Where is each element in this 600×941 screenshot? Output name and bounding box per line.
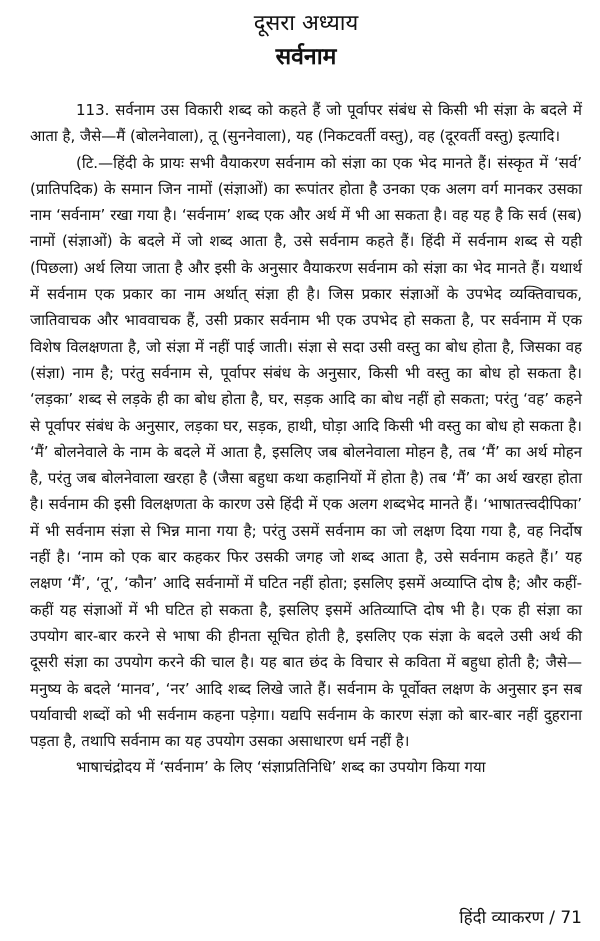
chapter-title: सर्वनाम [275, 44, 337, 70]
paragraph: भाषाचंद्रोदय में ‘सर्वनाम’ के लिए ‘संज्ञाप्रतिनिधि’ शब्द का उपयोग किया गया [76, 758, 486, 777]
chapter-label: दूसरा अध्याय [253, 11, 359, 36]
paragraph: 113. सर्वनाम उस विकारी शब्द को कहते हैं जो पूर्वापर संबंध से किसी भी संज्ञा के बदले में आता है, जैसे—मैं (बोलनेवाला), तू (सुननेवाला), यह (निकटवर्ती वस्तु), वह (दूरवर्ती वस्तु) इत्यादि। [30, 101, 582, 146]
page-footer: हिंदी व्याकरण / 71 [459, 908, 582, 928]
body-text [30, 97, 582, 781]
book-page [30, 0, 582, 941]
paragraph: (टि.—हिंदी के प्रायः सभी वैयाकरण सर्वनाम को संज्ञा का एक भेद मानते हैं। संस्कृत में ‘सर्व’ (प्रातिपदिक) के समान जिन नामों (संज्ञाओं) का रूपांतर होता है उनका एक अलग वर्ग मानकर उसका नाम ‘सर्वनाम’ रखा गया है। ‘सर्वनाम’ शब्द एक और अर्थ में भी आ सकता है। वह यह है कि सर्व (सब) नामों (संज्ञाओं) के बदले में जो शब्द आता है, उसे सर्वनाम कहते हैं। हिंदी में सर्वनाम शब्द से यही (पिछला) अर्थ लिया जाता है और इसी के अनुसार वैयाकरण सर्वनाम को संज्ञा का भेद मानते हैं। यथार्थ में सर्वनाम एक प्रकार का नाम अर्थात् संज्ञा ही है। जिस प्रकार संज्ञाओं के उपभेद व्यक्तिवाचक, जातिवाचक और भाववाचक हैं, उसी प्रकार सर्वनाम भी एक उपभेद हो सकता है, पर सर्वनाम में एक विशेष विलक्षणता है, जो संज्ञा में नहीं पाई जाती। संज्ञा से सदा उसी वस्तु का बोध होता है, जिसका वह (संज्ञा) नाम है; परंतु सर्वनाम से, पूर्वापर संबंध के अनुसार, किसी भी वस्तु का बोध हो सकता है। ‘लड़का’ शब्द से लड़के ही का बोध होता है, घर, सड़क आदि का बोध नहीं हो सकता; परंतु ‘वह’ कहने से पूर्वापर संबंध के अनुसार, लड़का घर, सड़क, हाथी, घोड़ा आदि किसी भी वस्तु का बोध हो सकता है। ‘मैं’ बोलनेवाले के नाम के बदले में आता है, इसलिए जब बोलनेवाला मोहन है, तब ‘मैं’ का अर्थ मोहन है, परंतु जब बोलनेवाला खरहा है (जैसा बहुधा कथा कहानियों में होता है) तब ‘मैं’ का अर्थ खरहा होता है। सर्वनाम की इसी विलक्षणता के कारण उसे हिंदी में एक अलग शब्दभेद मानते हैं। ‘भाषातत्त्वदीपिका’ में भी सर्वनाम संज्ञा से भिन्न माना गया है; परंतु उसमें सर्वनाम का जो लक्षण दिया गया है, वह निर्दोष नहीं है। ‘नाम को एक बार कहकर फिर उसकी जगह जो शब्द आता है, उसे सर्वनाम कहते हैं।’ यह लक्षण ‘मैं’, ‘तू’, ‘कौन’ आदि सर्वनामों में घटित नहीं होता; इसलिए इसमें अव्याप्ति दोष है; और कहीं-कहीं यह संज्ञाओं में भी घटित हो सकता है, इसलिए इसमें अतिव्याप्ति दोष भी है। एक ही संज्ञा का उपयोग बार-बार करने से भाषा की हीनता सूचित होती है, इसलिए एक संज्ञा के बदले उसी अर्थ की दूसरी संज्ञा का उपयोग करने की चाल है। यह बात छंद के विचार से कविता में बहुधा होती है; जैसे—मनुष्य के बदले ‘मानव’, ‘नर’ आदि शब्द लिखे जाते हैं। सर्वनाम के पूर्वोक्त लक्षण के अनुसार इन सब पर्यावाची शब्दों को भी सर्वनाम कहना पड़ेगा। यद्यपि सर्वनाम के कारण संज्ञा को बार-बार नहीं दुहराना पड़ता है, तथापि सर्वनाम का यह उपयोग उसका असाधारण धर्म नहीं है। [30, 153, 582, 751]
